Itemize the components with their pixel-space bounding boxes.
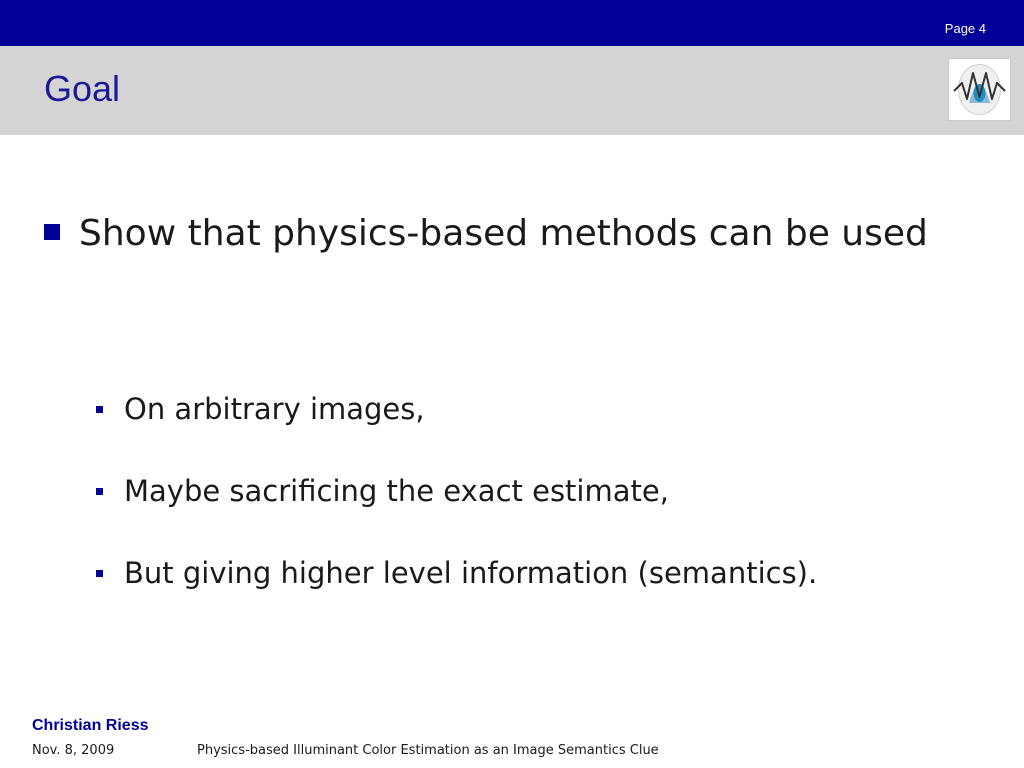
page-number: Page 4 xyxy=(944,21,986,36)
small-square-bullet-icon xyxy=(96,406,103,413)
footer-talk-title: Physics-based Illuminant Color Estimation as an Image Semantics Clue xyxy=(197,743,659,758)
sub-bullet-text: On arbitrary images, xyxy=(124,392,425,426)
slide-title: Goal xyxy=(44,68,121,109)
top-bar xyxy=(0,0,1024,46)
sub-bullet xyxy=(96,392,996,426)
sub-bullet-text: Maybe sacrificing the exact estimate, xyxy=(124,474,669,508)
small-square-bullet-icon xyxy=(96,488,103,495)
main-bullet xyxy=(44,205,944,263)
title-band xyxy=(0,46,1024,135)
footer-author: Christian Riess xyxy=(32,717,149,734)
small-square-bullet-icon xyxy=(96,570,103,577)
footer-date: Nov. 8, 2009 xyxy=(32,743,115,758)
square-bullet-icon xyxy=(44,224,60,240)
wave-logo-icon xyxy=(948,58,1011,121)
main-bullet-text: Show that physics-based methods can be used xyxy=(79,213,928,254)
sub-bullet xyxy=(96,556,996,590)
sub-bullet-text: But giving higher level information (semantics). xyxy=(124,556,818,590)
sub-bullet xyxy=(96,474,996,508)
